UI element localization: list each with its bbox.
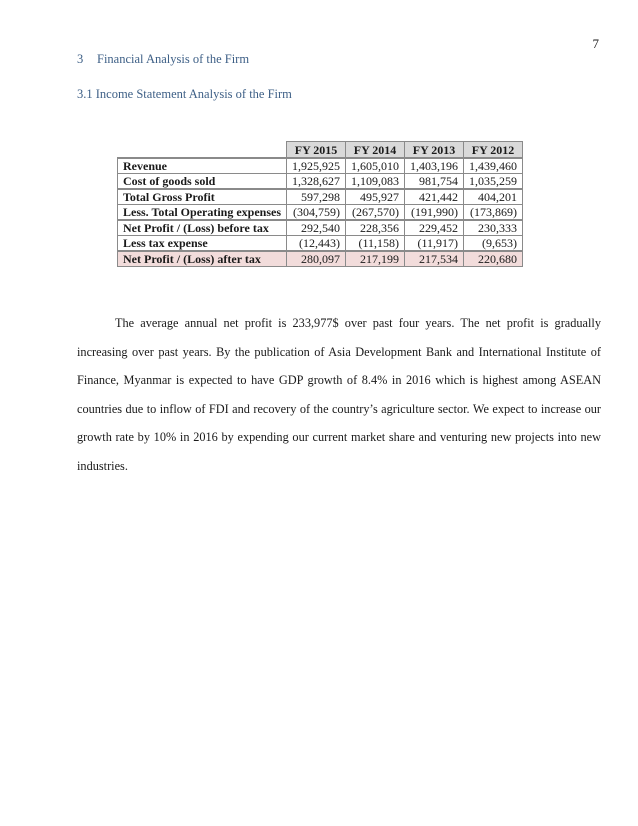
section-title: Financial Analysis of the Firm — [97, 52, 250, 66]
column-header: FY 2014 — [346, 142, 405, 159]
table-row-revenue — [118, 158, 523, 174]
table-row-cost-of-goods-sold — [118, 174, 523, 190]
section-number: 3 — [77, 52, 84, 66]
table-cell: 1,403,196 — [405, 158, 464, 174]
table-cell: (11,158) — [346, 236, 405, 252]
table-cell: 280,097 — [287, 251, 346, 267]
row-label: Less. Total Operating expenses — [118, 205, 287, 221]
table-row-gross-profit — [118, 189, 523, 205]
subsection-heading: 3.1 Income Statement Analysis of the Firm — [77, 87, 292, 101]
row-label: Net Profit / (Loss) before tax — [118, 220, 287, 236]
table-cell: (11,917) — [405, 236, 464, 252]
table-cell: 220,680 — [464, 251, 523, 267]
table-cell: (12,443) — [287, 236, 346, 252]
table-cell: 230,333 — [464, 220, 523, 236]
table-cell: 495,927 — [346, 189, 405, 205]
table-cell: 1,439,460 — [464, 158, 523, 174]
table-cell: 228,356 — [346, 220, 405, 236]
row-label: Cost of goods sold — [118, 174, 287, 190]
row-label: Total Gross Profit — [118, 189, 287, 205]
row-label: Less tax expense — [118, 236, 287, 252]
table-cell: 981,754 — [405, 174, 464, 190]
table-row-profit-after-tax — [118, 251, 523, 267]
body-paragraph: The average annual net profit is 233,977$ over past four years. The net profit is gradually increasing over past years. By the publication of Asia Development Bank and International Institute of Finance, Myanmar is expected to have GDP growth of 8.4% in 2016 which is highest among ASEAN countries due to inflow of FDI and recovery of the country’s agriculture sector. We expect to increase our growth rate by 10% in 2016 by expending our current market share and venturing new projects into new industries. — [77, 316, 601, 473]
table-cell: 217,534 — [405, 251, 464, 267]
table-cell: 1,109,083 — [346, 174, 405, 190]
column-header: FY 2013 — [405, 142, 464, 159]
table-cell: 229,452 — [405, 220, 464, 236]
income-statement-table — [117, 141, 523, 267]
table-cell: 292,540 — [287, 220, 346, 236]
column-header: FY 2012 — [464, 142, 523, 159]
table-cell: 217,199 — [346, 251, 405, 267]
table-cell: 1,035,259 — [464, 174, 523, 190]
table-cell: (304,759) — [287, 205, 346, 221]
table-cell: 597,298 — [287, 189, 346, 205]
table-cell: (191,990) — [405, 205, 464, 221]
table-row-tax-expense — [118, 236, 523, 252]
header-corner-cell — [118, 142, 287, 159]
table-header-row — [118, 142, 523, 159]
page-number: 7 — [592, 36, 599, 51]
column-header: FY 2015 — [287, 142, 346, 159]
table-row-operating-expenses — [118, 205, 523, 221]
table-cell: 1,328,627 — [287, 174, 346, 190]
table-cell: 404,201 — [464, 189, 523, 205]
row-label: Revenue — [118, 158, 287, 174]
row-label: Net Profit / (Loss) after tax — [118, 251, 287, 267]
table-cell: (267,570) — [346, 205, 405, 221]
table-cell: 1,925,925 — [287, 158, 346, 174]
table-cell: (173,869) — [464, 205, 523, 221]
table-cell: 1,605,010 — [346, 158, 405, 174]
section-heading — [77, 52, 249, 67]
table-row-profit-before-tax — [118, 220, 523, 236]
table-cell: (9,653) — [464, 236, 523, 252]
table-cell: 421,442 — [405, 189, 464, 205]
